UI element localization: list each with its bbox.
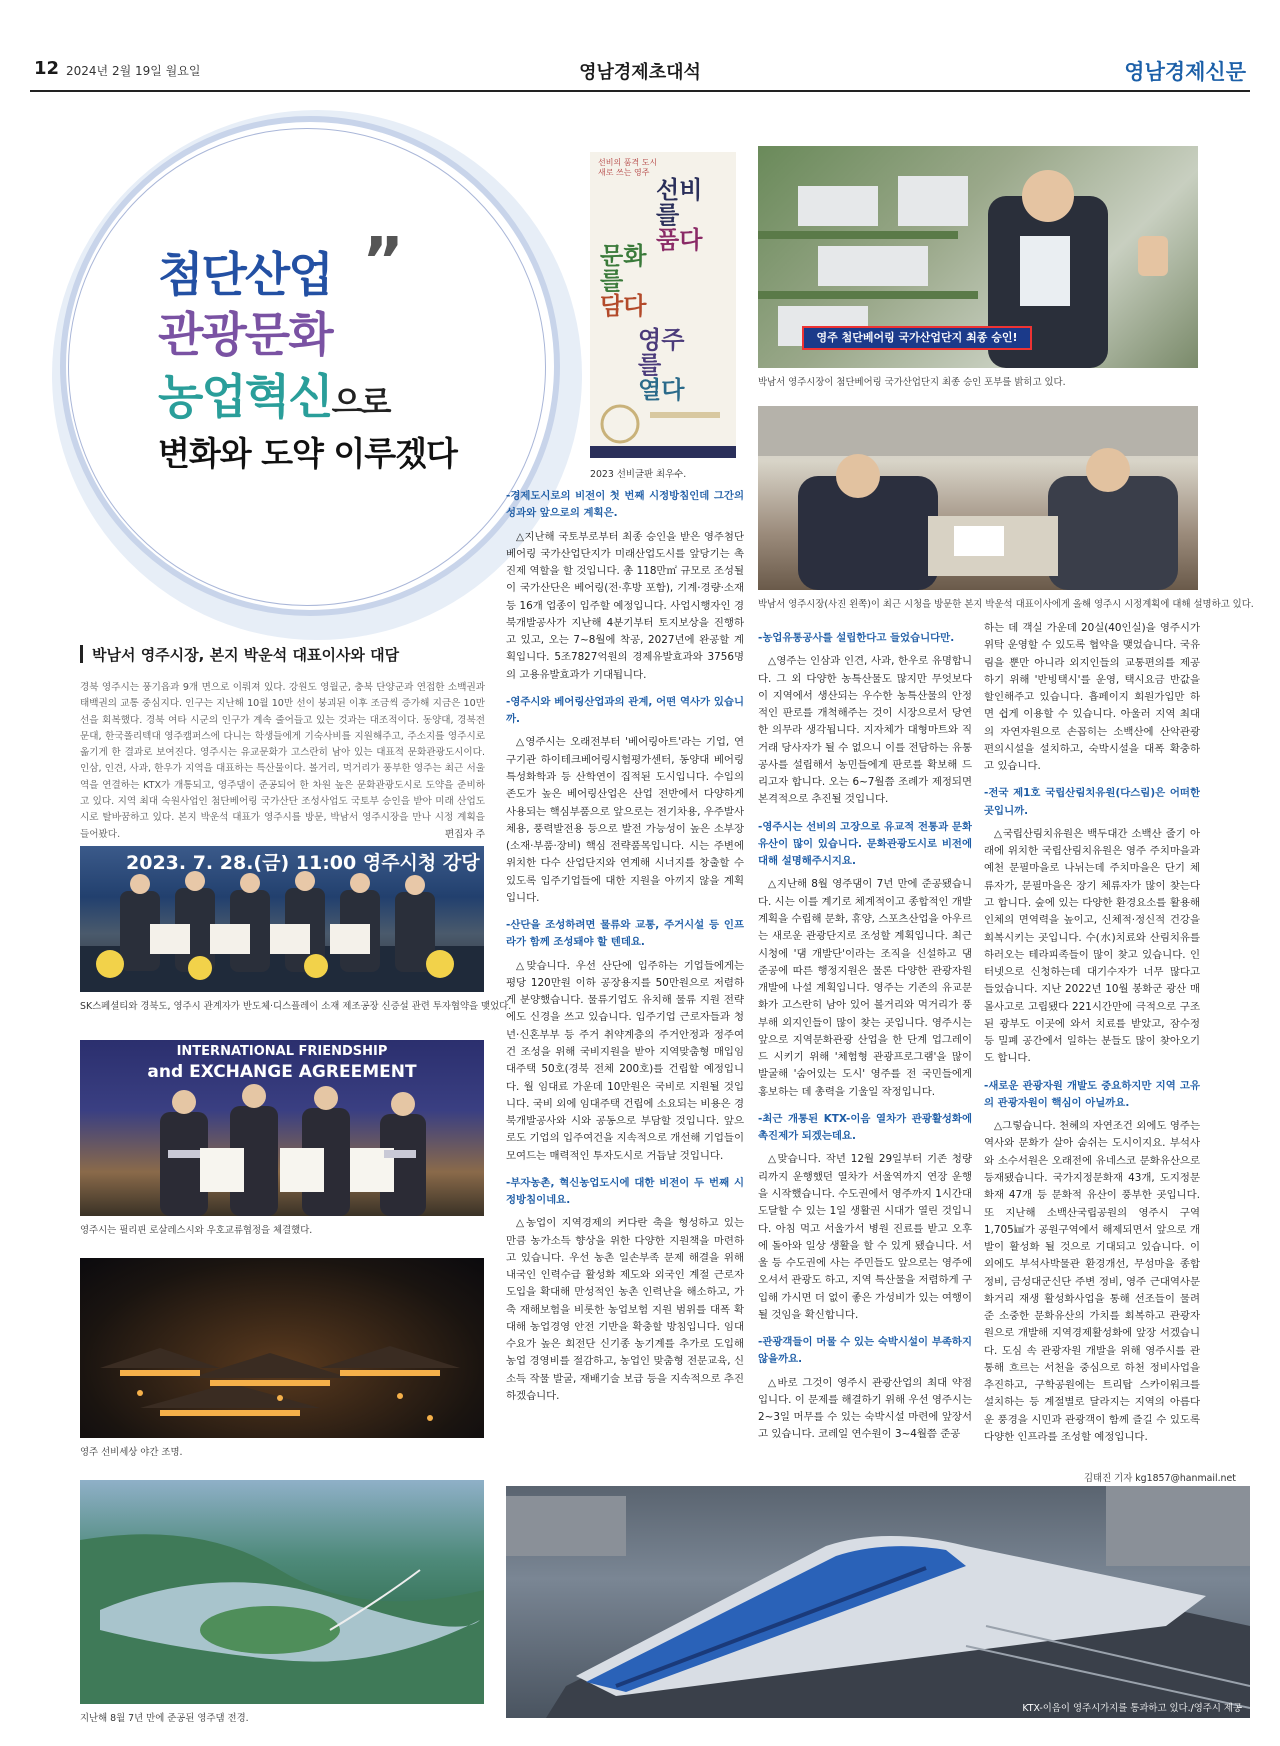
poster-line3 [638,328,684,404]
poster-char-6: 문 [600,242,624,270]
photo-mayor-podium [758,146,1198,368]
headline-line3-suffix: 으로 [331,383,390,421]
publication-name: 영남경제신문 [1124,60,1246,84]
poster-line1 [656,178,702,254]
caption-podium: 박남서 영주시장이 첨단베어링 국가산업단지 최종 승인 포부를 밝히고 있다. [758,377,1066,388]
friendship-banner-line1: INTERNATIONAL FRIENDSHIP [176,1044,388,1059]
poster-char-10: 다 [623,292,647,321]
article-column-1 [506,488,744,1483]
poster-char-5: 다 [679,226,703,255]
answer-8: △바로 그것이 영주시 관광산업의 최대 약점입니다. 이 문제를 해결하기 위해 우선 영주시는 2~3일 머무를 수 있는 숙박시설 마련에 앞장서고 있습니다. 코레일 연수원이 3~4월쯤 준공 [758,1376,972,1441]
caption-ktx: KTX-이음이 영주시가지를 통과하고 있다./영주시 제공 [1022,1703,1242,1714]
answer-8-continued: 하는 데 객실 가운데 20실(40인실)을 영주시가 위탁 운영할 수 있도록 협약을 맺었습니다. 국유림을 뿐만 아니라 외지인들의 교통편의를 제공하기 위해 '반빙택시'를 운영, 택시요금 반값을 할인해주고 있습니다. 흡페이지 회원가입만 하면 쉽게 이용할 수 있습니다. 아울러 지역 최대의 자연자원으로 손꼽히는 소백산에 산악관광 편의시설을 설치하고, 숙박시설을 대폭 확충하고 있습니다. [984,622,1200,773]
poster-char-13: 를 [638,351,662,380]
poster-char-12: 주 [661,326,685,354]
answer-5: △영주는 인삼과 인견, 사과, 한우로 유명합니다. 그 외 다양한 농특산물도 많지만 무엇보다 이 지역에서 생산되는 우수한 농특산물의 안정적인 판로를 개척해주는 것이 시장으로서 당연한 의무라 생각됩니다. 지자체가 대형마트와 직거래 당사자가 될 수 없으니 이를 전담하는 유통공사를 설립해서 농민들에게 판로를 확보해 드리고자 합니다. 오는 6~7월쯤 조례가 제정되면 본격적으로 추진될 것입니다. [758,655,972,806]
poster-char-3: 를 [656,201,680,230]
photo-friendship-agreement [80,1040,484,1216]
headline-line4: 변화와 도약 이루겠다 [158,434,457,473]
page-header [30,52,1250,92]
question-2: -영주시와 베어링산업과의 관계, 어떤 역사가 있습니까. [506,695,744,726]
answer-4: △농업이 지역경제의 커다란 축을 형성하고 있는 만큼 농가소득 향상을 위한 다양한 지원책을 마련하고 있습니다. 우선 농촌 일손부족 문제 해결을 위해 내국인 인력수급 활성화 제도와 외국인 계절 근로자 도입을 확대해 만성적인 농촌 인력난을 해소하고, 가축 재해보험을 비롯한 농업보험 지원 범위를 대폭 확대해 농업경영 안전 기반을 확충할 방침입니다. 임대수요가 높은 회전단 신기종 농기계를 추가로 도입해 농업 경영비를 절감하고, 농업인 맞춤형 전문교육, 신소득 작물 발굴, 재배기술 보급 등을 지속적으로 추진하겠습니다. [506,1217,744,1403]
article-subtitle: 박남서 영주시장, 본지 박운석 대표이사와 대담 [92,646,400,664]
question-5: -농업유통공사를 설립한다고 들었습니다만. [758,632,955,644]
section-title: 영남경제초대석 [579,62,701,83]
caption-friendship: 영주시는 필리핀 로살레스시와 우호교류협정을 체결했다. [80,1225,313,1236]
headline-line3-main: 농업혁신 [158,370,332,425]
poster-char-11: 영 [638,326,662,354]
question-7: -최근 개통된 KTX-이음 열차가 관광활성화에 촉진제가 되겠는데요. [758,1112,972,1143]
photo-investment-agreement [80,846,484,992]
poster-seonbi [590,152,736,458]
poster-char-9: 담 [600,292,624,321]
article-column-3 [984,620,1200,1466]
investment-banner-text: 2023. 7. 28.(금) 11:00 영주시청 강당 [126,852,480,874]
intro-text: 경북 영주시는 풍기읍과 9개 면으로 이뤄져 있다. 강원도 영월군, 충북 단양군과 연접한 소백권과 태백권의 교통 중심지다. 인구는 지난해 10월 10만 선이 붕괴된 이후 조금씩 증가해 지금은 10만 선을 회복했다. 경북 여타 시군의 인구가 계속 줄어들고 있는 것과는 대조적이다. 동양대, 경북전문대, 한국폴리텍대 영주캠퍼스에 다니는 학생들에게 기숙사비를 지원해주고, 주소지를 영주시로 옮기게 한 결과로 보여진다. 영주시는 유교문화가 고스란히 남아 있는 대표적 문화관광도시이다. 인삼, 인견, 사과, 한우가 지역을 대표하는 특산물이다. 볼거리, 먹거리가 풍부한 영주는 최근 서울역을 연결하는 KTX가 개통되고, 영주댐이 준공되어 한 차원 높은 문화관광도시로 도약을 준비하고 있다. 지역 최대 숙원사업인 첨단베어링 국가산단 조성사업도 국토부 승인을 받아 미래 산업도시로 탈바꿈하고 있다. 본지 박운석 대표가 영주시를 방문, 박남서 영주시장을 만나 시정 계획을 들어봤다. [80,682,485,840]
answer-2: △영주시는 오래전부터 '베어링아트'라는 기업, 연구기관 하이테크베어링시험평가센터, 동양대 베어링특성화학과 등 산학연이 집적된 도시입니다. 수입의존도가 높은 베어링산업은 산업 전반에서 다양하게 사용되는 핵심부품으로 앞으로는 전기차용, 우주발사체용, 풍력발전용 등으로 발전 가능성이 높은 소부장(소재·부품·장비) 핵심 전략품목입니다. 시는 주변에 위치한 다수 산업단지와 연계해 시너지를 창출할 수 있도록 입주기업들에 대한 지원을 아끼지 않을 계획입니다. [506,736,744,904]
interview-photo-art [758,406,1198,590]
question-3: -산단을 조성하려면 물류와 교통, 주거시설 등 인프라가 함께 조성돼야 할 텐데요. [506,919,744,949]
poster-char-1: 선 [656,176,680,204]
answer-6: △지난해 8월 영주댐이 7년 만에 준공됐습니다. 시는 이를 계기로 체계적이고 종합적인 개발계획을 수립해 문화, 휴양, 스포츠산업을 아우르는 새로운 관광단지로 조성할 계획입니다. 최근 시청에 '댐 개발단'이라는 조직을 신설하고 댐 준공에 따른 행정지원은 물론 다양한 관광자원 개발에 나설 계획입니다. 영주는 기존의 유교문화가 고스란히 남아 있어 볼거리와 먹거리가 풍부해 외지인들이 많이 찾는 곳입니다. 영주시는 앞으로 지역문화관광 산업을 한 단계 업그레이드 시키기 위해 '체험형 관광프로그램'을 많이 발굴해 '숨어있는 도시' 영주를 전 국민들에게 홍보하는 데 총력을 기울일 작정입니다. [758,878,972,1098]
answer-3: △맞습니다. 우선 산단에 입주하는 기업들에게는 평당 120만원 이하 공장용지를 50만원으로 저렴하게 분양했습니다. 물류기업도 유치해 물류 지원 전략에도 신경을 쓰고 있습니다. 입주기업 근로자들과 청년·신혼부부 등 주거 취약계층의 주거안정과 정주여건 조성을 위해 국비지원을 받아 지역맞춤형 매입임대주택 50호(경북 전체 200호)를 건립할 예정입니다. 월 임대료 가운데 10만원은 국비로 지원될 것입니다. 국비 외에 임대주택 건립에 소요되는 비용은 경북개발공사와 시와 공동으로 부담할 것입니다. 앞으로도 기업의 입주여건을 지속적으로 개선해 기업들이 모여드는 매력적인 투자도시로 거듭날 것입니다. [506,959,744,1162]
subtitle-bar [80,645,83,663]
poster-char-2: 비 [679,176,703,204]
issue-date: 2024년 2월 19일 월요일 [66,64,201,78]
headline-line3 [158,360,389,427]
night-photo-art [80,1258,484,1438]
ktx-photo-art [506,1486,1250,1718]
poster-char-4: 품 [656,226,680,255]
poster-pattern [590,402,736,458]
byline: 김태진 기자 kg1857@hanmail.net [1084,1473,1236,1484]
article-column-2 [758,620,972,1486]
headline-line2: 관광문화 [158,308,332,363]
headline-line1: 첨단산업 [158,248,332,303]
question-9: -전국 제1호 국립산림치유원(다스림)은 어떠한 곳입니까. [984,787,1200,817]
question-8: -관광객들이 머물 수 있는 숙박시설이 부족하지 않을까요. [758,1336,972,1366]
quote-mark: ” [362,225,405,299]
photo-yeongju-dam [80,1480,484,1704]
caption-seonbi-night: 영주 선비세상 야간 조명. [80,1447,183,1458]
answer-10: △그렇습니다. 천혜의 자연조건 외에도 영주는 역사와 문화가 살아 숨쉬는 도시이지요. 부석사와 소수서원은 오래전에 유네스코 문화유산으로 등재됐습니다. 국가지정문화재 43개, 도지정문화재 47개 등 문화적 유산이 풍부한 곳입니다. 또 지난해 소백산국립공원의 영주시 구역 1,705㎢가 공원구역에서 해제되면서 앞으로 개발이 활성화 될 것으로 기대되고 있습니다. 이 외에도 부석사박물관 환경개선, 무섬마을 종합정비, 금성대군신단 주변 정비, 영주 근대역사문화거리 재생 활성화사업을 통해 선조들이 물려준 소중한 문화유산의 가치를 회복하고 관광자원으로 개발해 지역경제활성화에 앞장 서겠습니다. 도심 속 관광자원 개발을 위해 영주시를 관통해 흐르는 서천을 중심으로 하천 정비사업을 추진하고, 구학공원에는 트리탑 스카이워크를 설치하는 등 계절별로 달라지는 지역의 아름다운 풍경을 시민과 관광객이 함께 즐길 수 있도록 다양한 인프라를 조성할 예정입니다. [984,1120,1200,1443]
poster-line2 [600,244,646,320]
caption-poster: 2023 선비글판 최우수. [590,469,687,480]
question-10: -새로운 관광자원 개발도 중요하지만 지역 고유의 관광자원이 핵심이 아닐까요. [984,1079,1200,1109]
caption-interview: 박남서 영주시장(사진 왼쪽)이 최근 시청을 방문한 본지 박운석 대표이사에게 올해 영주시 시정계획에 대해 설명하고 있다. [758,599,1254,610]
caption-dam: 지난해 8월 7년 만에 준공된 영주댐 전경. [80,1713,249,1724]
photo-interview [758,406,1198,590]
friendship-banner-line2: and EXCHANGE AGREEMENT [147,1062,417,1082]
poster-char-7: 화 [623,242,647,270]
caption-investment: SK스페셜티와 경북도, 영주시 관계자가 반도체·디스플레이 소재 제조공장 신증설 관련 투자협약을 맺었다. [80,1001,512,1012]
answer-9: △국립산림치유원은 백두대간 소백산 줄기 아래에 위치한 국립산림치유원은 영주 주치마을과 예천 문필마을로 나뉘는데 주치마을은 단기 체류자가, 문필마을은 장기 체류자가 많이 찾는다고 합니다. 숲에 있는 다양한 환경요소를 활용해 인체의 면역력을 높이고, 신체적·정신적 건강을 회복시키는 곳입니다. 수(水)치료와 산림치유를 하러오는 테라피족들이 많이 찾고 있습니다. 인터넷으로 신청하는데 대기수자가 너무 많다고 들었습니다. 지난 2022년 10월 봉화군 광산 매몰사고로 고립됐다 221시간만에 극적으로 구조된 광부도 이곳에 와서 치료를 받았고, 잠수정 등 밀폐 공간에서 일하는 분들도 많이 찾아오기도 합니다. [984,827,1200,1065]
page-number: 12 [34,58,60,79]
podium-sign: 영주 첨단베어링 국가산업단지 최종 승인! [802,326,1032,350]
dam-photo-art [80,1480,484,1704]
poster-char-15: 다 [661,376,685,405]
question-4: -부자농촌, 혁신농업도시에 대한 비전이 두 번째 시정방침이네요. [506,1176,744,1207]
intro-author: 편집자 주 [444,828,485,840]
answer-7: △맞습니다. 작년 12월 29일부터 기존 청량리까지 운행했던 열차가 서울역까지 연장 운행을 시작했습니다. 수도권에서 영주까지 1시간대 도달할 수 있는 1일 생활권 시대가 열린 것입니다. 아침 먹고 서울가서 병원 진료를 받고 오후에 돌아와 일상 생활을 할 수 있게 됐습니다. 서울 등 수도권에 사는 주민들도 앞으로는 영주에 오셔서 관광도 하고, 지역 특산물을 저렴하게 구입해 가시면 더 없이 좋은 가성비가 있는 여행이 될 것임을 확신합니다. [758,1153,972,1321]
question-6: -영주시는 선비의 고장으로 유교적 전통과 문화 유산이 많이 있습니다. 문화관광도시로 비전에 대해 설명해주시지요. [758,820,972,868]
poster-small-text: 선비의 품격 도시 새로 쓰는 영주 [598,158,658,178]
answer-1: △지난해 국토부로부터 최종 승인을 받은 영주첨단베어링 국가산업단지가 미래산업도시를 앞당기는 촉진제 역할을 할 것입니다. 총 118만㎡ 규모로 조성될 이 국가산단은 베어링(전·후방 포함), 기계·경량·소재 등 16개 업종이 입주할 예정입니다. 사업시행자인 경북개발공사가 지난해 4분기부터 토지보상을 진행하고 있고, 오는 7~8월에 착공, 2027년에 완공할 계획입니다. 5조7827억원의 경제유발효과와 3756명의 고용유발효과가 기대됩니다. [506,530,744,681]
question-1: -경제도시로의 비전이 첫 번째 시정방침인데 그간의 성과와 앞으로의 계획은. [506,490,744,520]
poster-char-8: 를 [600,267,624,296]
photo-seonbi-night [80,1258,484,1438]
photo-ktx [506,1486,1250,1718]
intro-paragraph [80,680,485,843]
poster-char-14: 열 [638,376,662,405]
